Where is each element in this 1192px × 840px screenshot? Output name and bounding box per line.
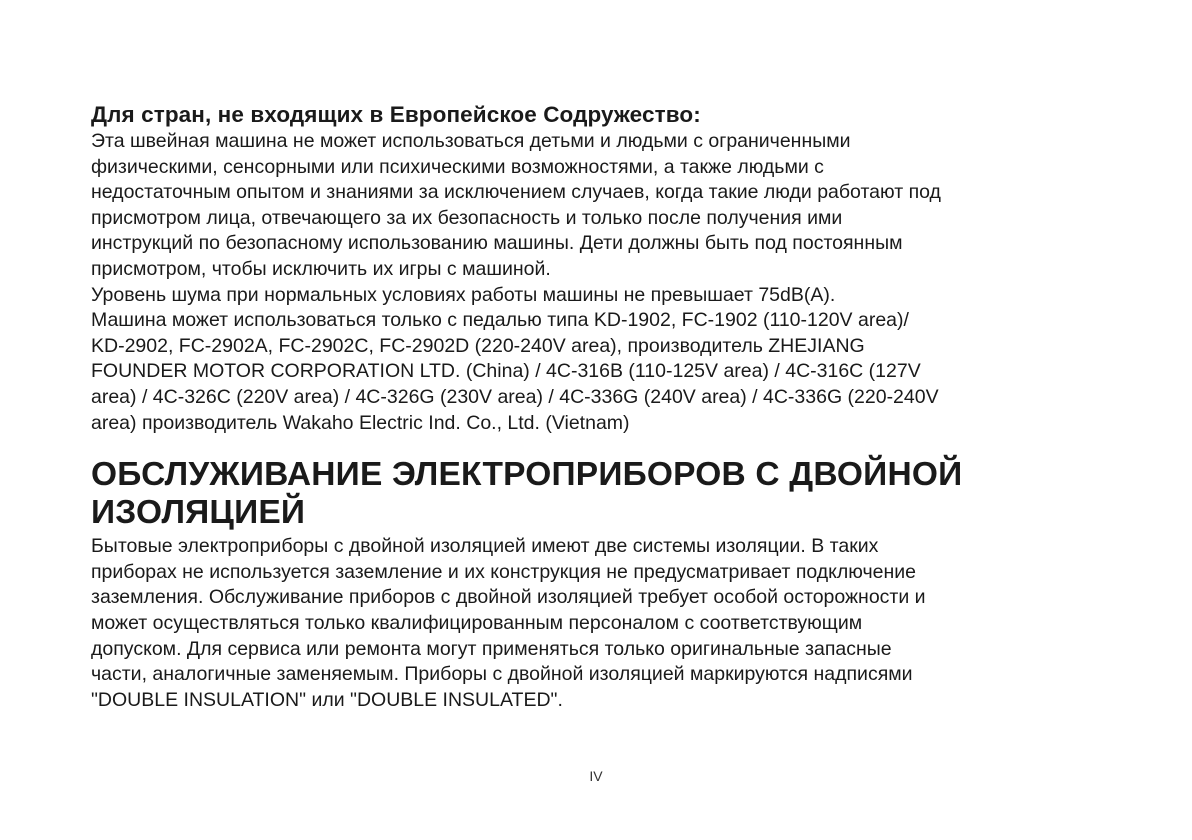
section-heading-double-insulation [91,456,1111,532]
section-heading-non-eu: Для стран, не входящих в Европейское Содружество: [91,102,701,127]
paragraph-double-insulation [91,534,1111,713]
text-line: допуском. Для сервиса или ремонта могут применяться только оригинальные запасные [91,637,892,660]
text-line: Уровень шума при нормальных условиях работы машины не превышает 75dB(A). [91,283,836,306]
text-line: присмотром, чтобы исключить их игры с машиной. [91,257,551,280]
text-line: Эта швейная машина не может использоваться детьми и людьми с ограниченными [91,130,851,152]
paragraph-noise-level [91,283,1111,309]
text-line: может осуществляться только квалифицированным персоналом с соответствующим [91,611,863,634]
heading-line: ИЗОЛЯЦИЕЙ [91,494,306,532]
text-line: физическими, сенсорными или психическими возможностями, а также людьми с [91,155,824,178]
text-line: инструкций по безопасному использованию машины. Дети должны быть под постоянным [91,232,903,255]
text-line: недостаточным опытом и знаниями за исключением случаев, когда такие люди работают под [91,181,941,204]
text-line: FOUNDER MOTOR CORPORATION LTD. (China) / 4C-316B (110-125V area) / 4C-316C (127V [91,360,921,383]
text-line: area) производитель Wakaho Electric Ind. Co., Ltd. (Vietnam) [91,411,630,434]
text-line: area) / 4C-326C (220V area) / 4C-326G (230V area) / 4C-336G (240V area) / 4C-336G (220-240V [91,385,939,408]
text-line: приборах не используется заземление и их конструкция не предусматривает подключение [91,560,917,583]
text-line: "DOUBLE INSULATION" или "DOUBLE INSULATED". [91,688,563,711]
document-page [91,101,1111,713]
paragraph-foot-controller [91,308,1111,436]
text-line: KD-2902, FC-2902A, FC-2902C, FC-2902D (220-240V area), производитель ZHEJIANG [91,334,865,357]
heading-line: ОБСЛУЖИВАНИЕ ЭЛЕКТРОПРИБОРОВ С ДВОЙНОЙ [91,456,963,494]
text-line: заземления. Обслуживание приборов с двойной изоляцией требует особой осторожности и [91,586,926,609]
page-number: IV [589,768,603,784]
text-line: Машина может использоваться только с педалью типа KD-1902, FC-1902 (110-120V area)/ [91,309,909,332]
text-line: части, аналогичные заменяемым. Приборы с двойной изоляцией маркируются надписями [91,663,913,686]
text-line: присмотром лица, отвечающего за их безопасность и только после получения ими [91,206,843,229]
text-line: Бытовые электроприборы с двойной изоляцией имеют две системы изоляции. В таких [91,535,879,558]
paragraph-usage-restrictions [91,129,1111,283]
